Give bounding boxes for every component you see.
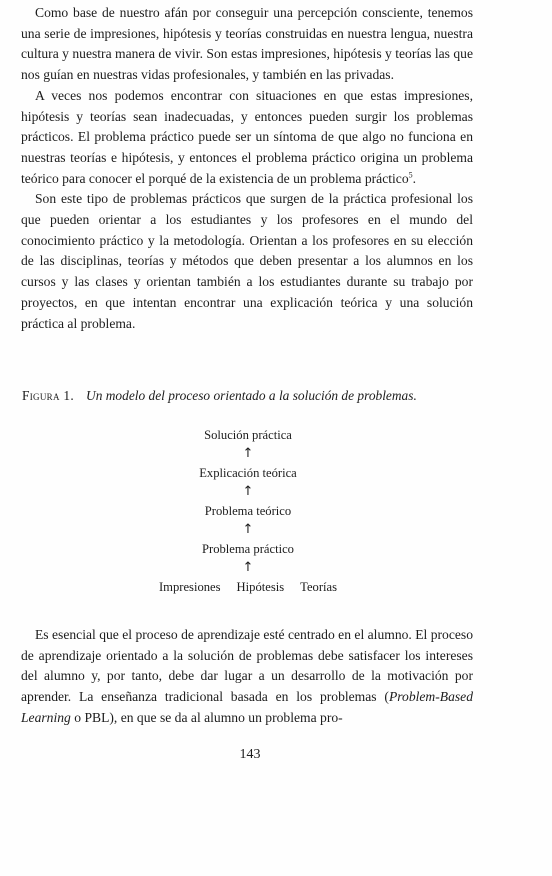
up-arrow-icon: ↑ (242, 484, 254, 499)
node-teorias: Teorías (300, 580, 338, 594)
pbl-term: Problem-Based Learning (21, 689, 473, 725)
node-impresiones: Impresiones (158, 580, 221, 594)
paragraph-2-text: A veces nos podemos encontrar con situaciones en que estas impresiones, hipótesis y teorías sean inadecuadas, y entonces pueden surgir los problemas prácticos. El problema práctico puede ser un síntoma de que algo no funciona en nuestras teorías e hipótesis, y entonces el problema práctico origina un problema teórico para conocer el porqué de la existencia de un problema práctico (21, 87, 473, 186)
node-problema-teorico: Problema teórico (204, 504, 292, 518)
node-explicacion-teorica: Explicación teórica (199, 466, 297, 480)
figure-caption (22, 387, 492, 405)
paragraph-4-text: Es esencial que el proceso de aprendizaje esté centrado en el alumno. El proceso de aprendizaje orientado a la solución de problemas debe satisfacer los intereses del alumno y, por tanto, debe dar lugar a un desarrollo de la motivación por aprender. La enseñanza tradicional basada en los problemas ( (21, 627, 473, 705)
up-arrow-icon: ↑ (242, 560, 254, 575)
paragraph-4 (21, 625, 473, 729)
node-problema-practico: Problema práctico (202, 542, 294, 556)
up-arrow-icon: ↑ (242, 522, 254, 537)
paragraph-2-end: . (412, 170, 417, 186)
node-hipotesis: Hipótesis (236, 580, 285, 594)
footnote-reference: 5 (408, 170, 413, 180)
figure-label: Figura 1. (22, 388, 75, 403)
paragraph-3: Son este tipo de problemas prácticos que surgen de la práctica profesional los que pueden orientar a los estudiantes y los profesores en el mundo del conocimiento práctico y la metodología. Orientan a los profesores en su elección de las disciplinas, teorías y métodos que deben presentar a los alumnos en los cursos y las clases y orientan también a los estudiantes durante su trabajo por proyectos, en que intentan encontrar una explicación teórica y una solución práctica al problema. (21, 191, 473, 331)
paragraph-1: Como base de nuestro afán por conseguir una percepción consciente, tenemos una serie de impresiones, hipótesis y teorías construidas en nuestra lengua, nuestra cultura y nuestra manera de vivir. Son estas impresiones, hipótesis y teorías las que nos guían en nuestras vidas profesionales, y también en las privadas. (21, 5, 473, 83)
problem-solving-diagram (60, 426, 436, 596)
paragraph-4-end: o PBL), en que se da al alumno un problema pro- (70, 709, 343, 725)
up-arrow-icon: ↑ (242, 446, 254, 461)
page-number: 143 (239, 747, 261, 762)
node-solucion-practica: Solución práctica (204, 428, 292, 442)
body-text-top (21, 3, 473, 334)
figure-title: Un modelo del proceso orientado a la solución de problemas. (86, 388, 417, 403)
body-text-bottom (21, 625, 473, 729)
paragraph-2 (21, 86, 473, 190)
base-row (60, 578, 436, 596)
